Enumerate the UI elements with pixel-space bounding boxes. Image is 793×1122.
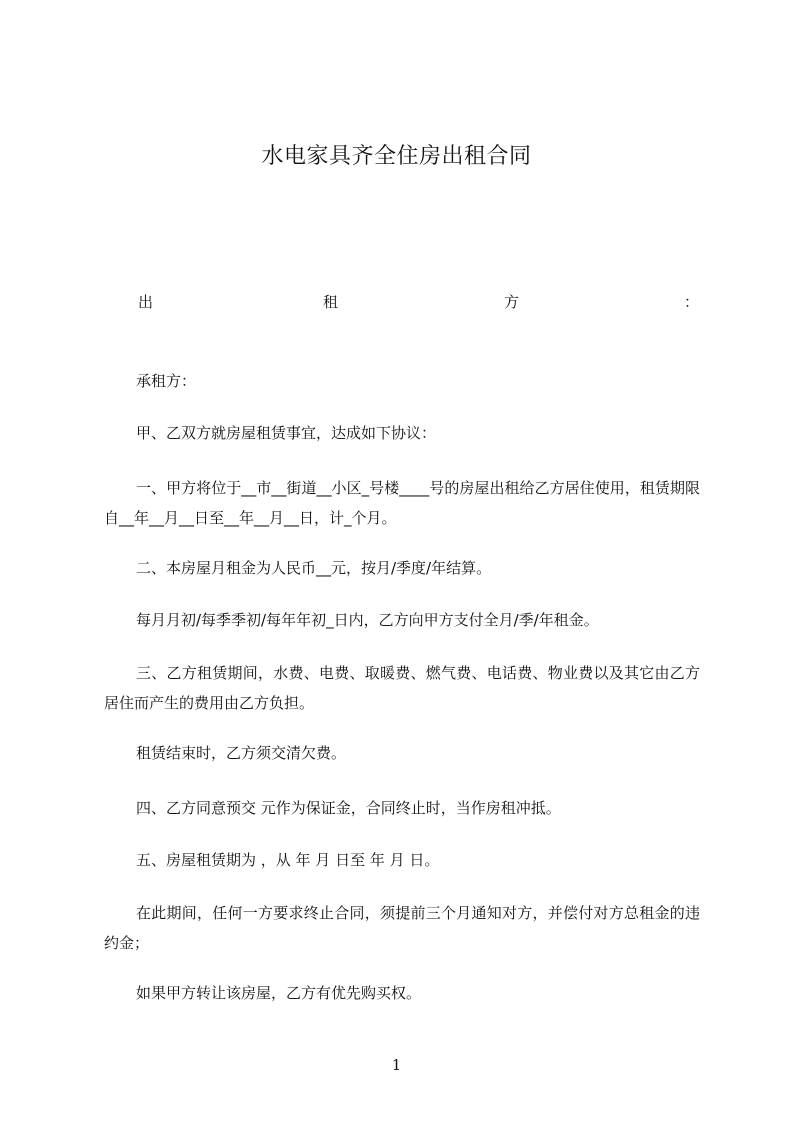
lessor-char-1: 出 — [138, 293, 154, 311]
paragraph-termination: 在此期间，任何一方要求终止合同，须提前三个月通知对方，并偿付对方总租金的违约金； — [104, 904, 700, 952]
paragraph-clause-5: 五、房屋租赁期为 ，从 年 月 日至 年 月 日。 — [136, 851, 440, 869]
lessor-char-3: 方 — [504, 293, 520, 311]
document-title: 水电家具齐全住房出租合同 — [261, 144, 532, 169]
paragraph-clause-4: 四、乙方同意预交 元作为保证金，合同终止时，当作房租冲抵。 — [136, 799, 561, 817]
lessee-label: 承租方： — [136, 372, 197, 390]
page-number: 1 — [391, 1056, 402, 1074]
paragraph-settlement: 租赁结束时，乙方须交清欠费。 — [136, 744, 347, 762]
paragraph-clause-1: 一、甲方将位于__市__街道__小区_号楼____号的房屋出租给乙方居住使用，租赁期限自__年__月__日至__年__月__日，计_个月。 — [104, 479, 700, 527]
lessor-char-colon: ： — [684, 293, 700, 311]
paragraph-clause-3: 三、乙方租赁期间，水费、电费、取暖费、燃气费、电话费、物业费以及其它由乙方居住而产生的费用由乙方负担。 — [104, 664, 700, 712]
paragraph-clause-2: 二、本房屋月租金为人民币__元，按月/季度/年结算。 — [136, 559, 492, 577]
lessor-char-2: 租 — [323, 293, 339, 311]
lessor-label-row — [138, 291, 700, 313]
paragraph-payment-schedule: 每月月初/每季季初/每年年初_日内，乙方向甲方支付全月/季/年租金。 — [136, 611, 599, 629]
paragraph-preemption: 如果甲方转让该房屋，乙方有优先购买权。 — [136, 984, 422, 1002]
paragraph-intro: 甲、乙双方就房屋租赁事宜，达成如下协议： — [136, 424, 437, 442]
